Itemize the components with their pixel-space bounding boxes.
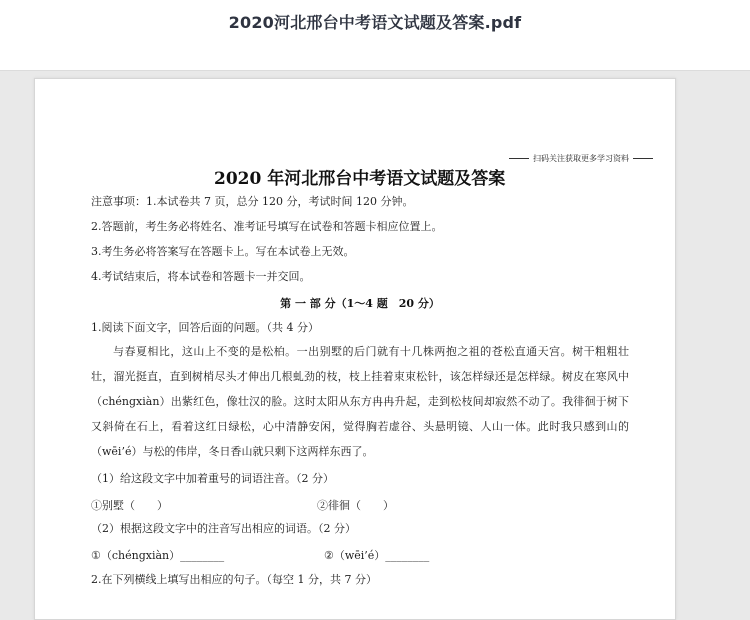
promo-dash-right [633, 158, 653, 159]
notice-line-1: 注意事项：1.本试卷共 7 页，总分 120 分，考试时间 120 分钟。 [91, 195, 414, 208]
sub1-answer-a: ①别墅（ ） [91, 499, 168, 512]
viewer-toolbar [0, 0, 750, 71]
file-title: 2020河北邢台中考语文试题及答案.pdf [228, 13, 522, 32]
question-1-sub1-answers [91, 497, 629, 513]
pdf-page [34, 78, 676, 620]
section-heading: 第 一 部 分（1～4 题 20 分） [280, 297, 440, 310]
notice-line-4: 4.考试结束后，将本试卷和答题卡一并交回。 [91, 270, 311, 283]
sub1-answer-b: ②徘徊（ ） [317, 499, 394, 512]
question-1-sub1: （1）给这段文字中加着重号的词语注音。（2 分） [91, 472, 334, 485]
question-2-prompt: 2.在下列横线上填写出相应的句子。（每空 1 分，共 7 分） [91, 573, 377, 586]
notice-line-3: 3.考生务必将答案写在答题卡上。写在本试卷上无效。 [91, 245, 355, 258]
question-1-sub2-answers [91, 547, 629, 563]
question-1-sub2: （2）根据这段文字中的注音写出相应的词语。（2 分） [91, 522, 356, 535]
question-1-prompt: 1.阅读下面文字，回答后面的问题。（共 4 分） [91, 321, 319, 334]
notice-line-2: 2.答题前，考生务必将姓名、准考证号填写在试卷和答题卡相应位置上。 [91, 220, 443, 233]
promo-banner [505, 153, 657, 164]
promo-dash-left [509, 158, 529, 159]
sub2-answer-b: ②（wēi’é）________ [324, 549, 430, 562]
question-1-passage: 与春夏相比，这山上不变的是松柏。一出别墅的后门就有十几株两抱之祖的苍松直通天宫。树干粗粗壮壮，溜光挺直，直到树梢尽头才伸出几根虬劲的枝，枝上挂着束束松针，该怎样绿还是怎样绿。树皮在寒风中（chéngxiàn）出紫红色，像壮汉的脸。这时太阳从东方冉冉升起，走到松枝间却寂然不动了。我徘徊于树下又斜倚在石上，看着这红日绿松，心中清静安闲，觉得胸若虚谷、头悬明镜、人山一体。此时我只感到山的（wēi’é）与松的伟岸，冬日香山就只剩下这两样东西了。 [91, 345, 629, 458]
sub2-answer-a: ①（chéngxiàn）________ [91, 549, 225, 562]
promo-text: 扫码关注获取更多学习资料 [533, 154, 629, 163]
document-title: 2020 年河北邢台中考语文试题及答案 [214, 169, 506, 189]
